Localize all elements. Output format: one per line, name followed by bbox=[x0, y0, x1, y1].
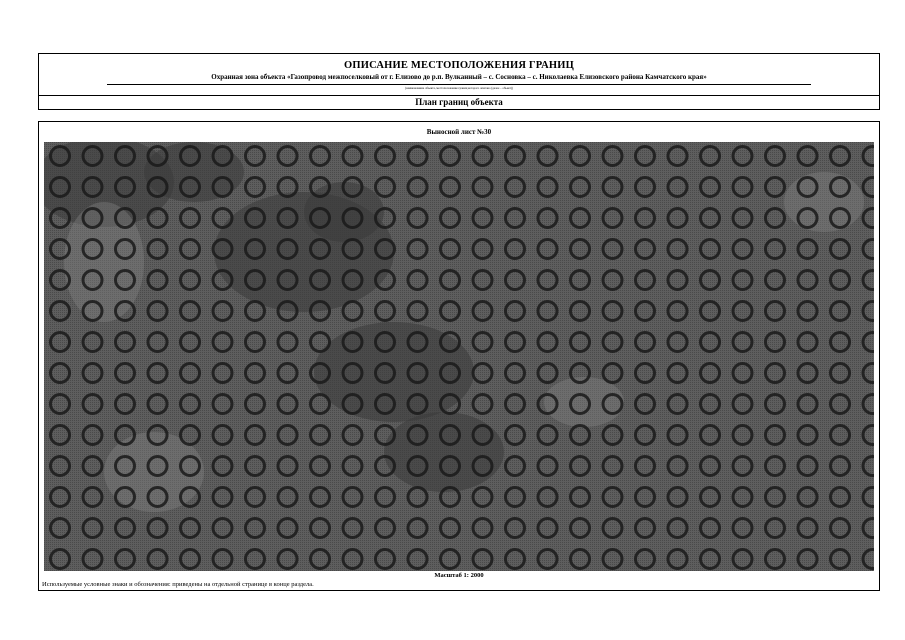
light-terrain-patch bbox=[784, 172, 864, 232]
sheet-title: Выносной лист №30 bbox=[426, 128, 492, 136]
caption-rule bbox=[107, 84, 811, 85]
map-frame bbox=[38, 121, 880, 591]
object-caption: (наименование объекта, местоположение границ которого описано (далее – объект)) bbox=[405, 86, 513, 90]
scale-label: Масштаб 1: 2000 bbox=[434, 572, 484, 579]
header-frame bbox=[38, 53, 880, 110]
header-divider bbox=[39, 95, 879, 96]
map-image bbox=[44, 142, 874, 571]
object-description: Охранная зона объекта «Газопровод межпоселковый от г. Елизово до р.п. Вулканный – с. Сосновка – с. Николаевка Елизовского района Камчатского края» bbox=[211, 73, 707, 81]
legend-note: Используемые условные знаки и обозначения: приведены на отдельной странице в конце раздела. bbox=[42, 581, 314, 588]
document-title: ОПИСАНИЕ МЕСТОПОЛОЖЕНИЯ ГРАНИЦ bbox=[344, 60, 574, 71]
dark-terrain-patch bbox=[384, 412, 504, 492]
plan-title: План границ объекта bbox=[415, 97, 503, 107]
map-raster bbox=[44, 142, 874, 571]
